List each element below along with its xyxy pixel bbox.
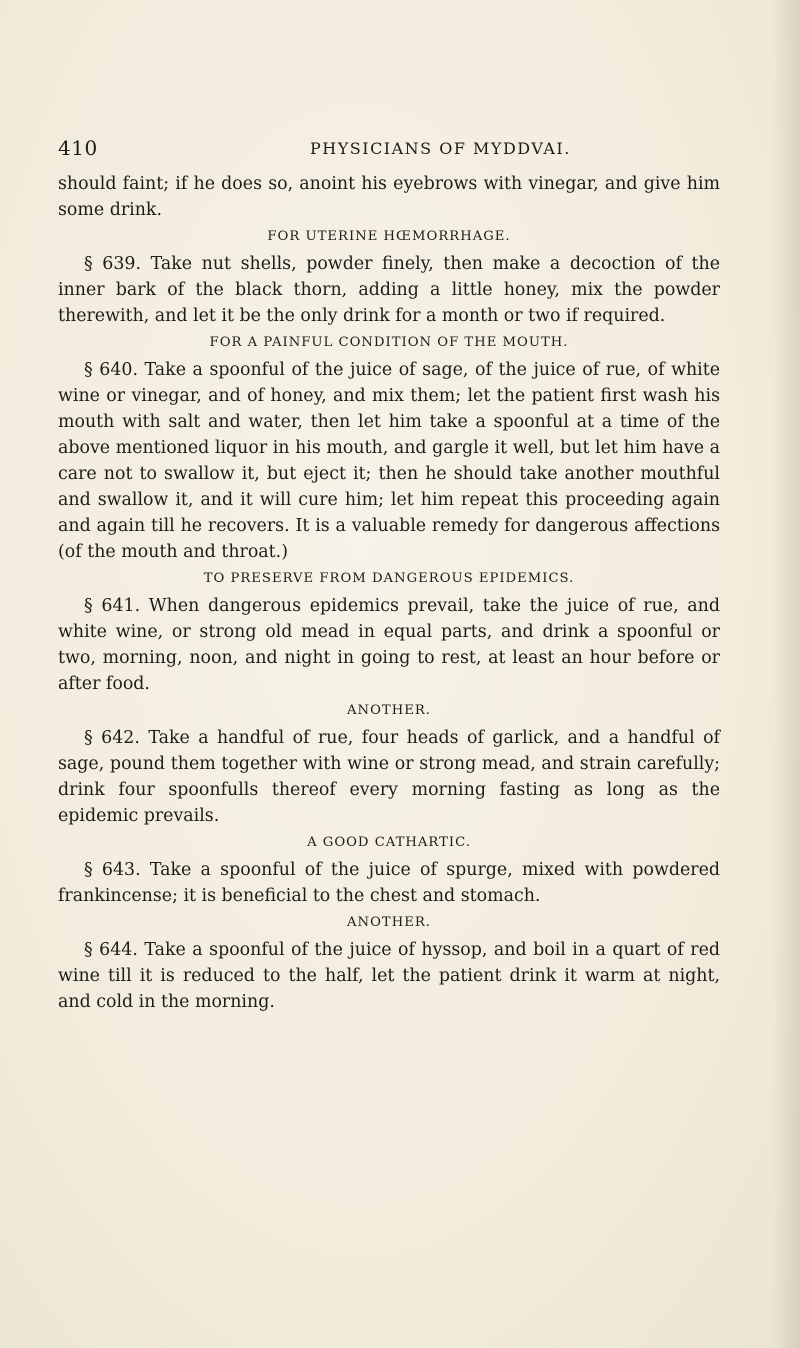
intro-paragraph: should faint; if he does so, anoint his eyebrows with vinegar, and give him some drink.	[58, 174, 720, 220]
page-edge-shadow	[772, 0, 800, 1348]
page-header	[58, 136, 718, 164]
section-paragraph: § 643. Take a spoonful of the juice of spurge, mixed with powdered frankincense; it is beneficial to the chest and stomach.	[58, 860, 720, 906]
section-paragraph: § 640. Take a spoonful of the juice of sage, of the juice of rue, of white wine or vinegar, and of honey, and mix them; let the patient first wash his mouth with salt and water, then let him take a spoonful at a time of the above mentioned liquor in his mouth, and gargle it well, but let him have a care not to swallow it, but eject it; then he should take another mouthful and swallow it, and it will cure him; let him repeat this proceeding again and again till he recovers. It is a valuable remedy for dangerous affections (of the mouth and throat.)	[58, 360, 720, 562]
section-heading: ANOTHER.	[347, 703, 431, 718]
page-number: 410	[58, 136, 98, 160]
section-heading: ANOTHER.	[347, 915, 431, 930]
running-title: PHYSICIANS OF MYDDVAI.	[310, 139, 571, 158]
section-paragraph: § 642. Take a handful of rue, four heads of garlick, and a handful of sage, pound them together with wine or strong mead, and strain carefully; drink four spoonfulls thereof every morning fasting as long as the epidemic prevails.	[58, 728, 720, 826]
section-paragraph: § 639. Take nut shells, powder finely, then make a decoction of the inner bark of the black thorn, adding a little honey, mix the powder therewith, and let it be the only drink for a month or two if required.	[58, 254, 720, 326]
section-heading: FOR A PAINFUL CONDITION OF THE MOUTH.	[209, 335, 569, 350]
section-paragraph: § 644. Take a spoonful of the juice of hyssop, and boil in a quart of red wine till it is reduced to the half, let the patient drink it warm at night, and cold in the morning.	[58, 940, 720, 1012]
section-heading: FOR UTERINE HŒMORRHAGE.	[267, 229, 511, 244]
section-heading: TO PRESERVE FROM DANGEROUS EPIDEMICS.	[203, 571, 575, 586]
page-body	[58, 171, 720, 1015]
section-heading: A GOOD CATHARTIC.	[307, 835, 471, 850]
section-paragraph: § 641. When dangerous epidemics prevail, take the juice of rue, and white wine, or strong old mead in equal parts, and drink a spoonful or two, morning, noon, and night in going to rest, at least an hour before or after food.	[58, 596, 720, 694]
